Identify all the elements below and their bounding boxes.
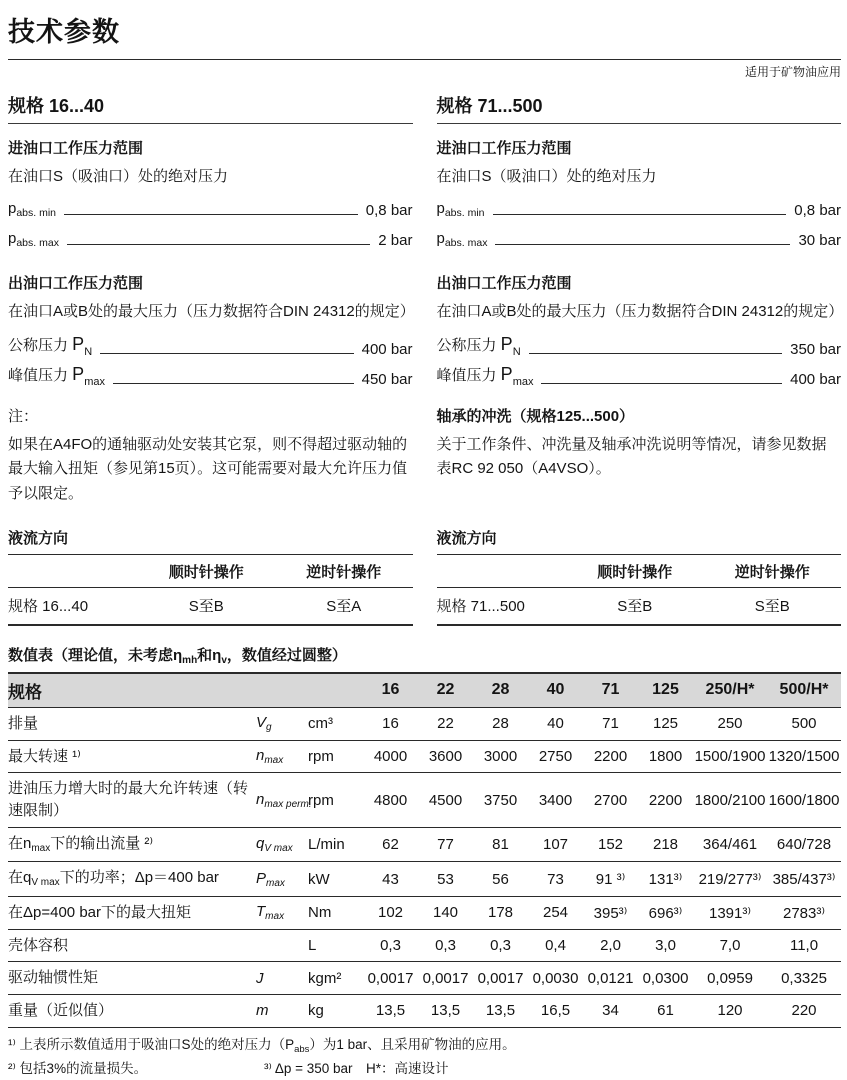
- row-symbol: J: [256, 962, 308, 995]
- pressure-symbol: [437, 230, 488, 249]
- row-symbol: $V_g$: [256, 707, 308, 740]
- cell-value: 2,0: [583, 929, 638, 962]
- cell-value: 0,0959: [693, 962, 767, 995]
- cell-value: 1800/2100: [693, 773, 767, 828]
- value-table-header-row: [8, 673, 841, 708]
- cell-value: 131³⁾: [638, 862, 693, 897]
- leader-line: [493, 214, 787, 215]
- header-label: 规格: [8, 673, 363, 708]
- cell-value: 152: [583, 827, 638, 862]
- flow-data-row: [437, 587, 842, 625]
- cell-value: 120: [693, 995, 767, 1028]
- cell-value: 1320/1500: [767, 740, 841, 773]
- flow-data-row: [8, 587, 413, 625]
- cell-value: 2200: [583, 740, 638, 773]
- cell-value: 2700: [583, 773, 638, 828]
- value-table-row: [8, 773, 841, 828]
- value-table-row: [8, 740, 841, 773]
- cell-value: 0,3: [473, 929, 528, 962]
- cell-value: 2783³⁾: [767, 896, 841, 929]
- row-label: 重量（近似值）: [8, 995, 256, 1028]
- spec-columns: [8, 80, 844, 507]
- cell-value: 3400: [528, 773, 583, 828]
- pressure-symbol: [437, 334, 521, 358]
- flow-header-cw: 顺时针操作: [566, 554, 704, 587]
- symbol-base: $P_{max}$: [72, 364, 105, 388]
- cell-value: 62: [363, 827, 418, 862]
- title-pre: 数值表（理论值，未考虑η: [8, 646, 183, 664]
- row-symbol: $n_{max perm.}$: [256, 773, 308, 828]
- flow-table: [8, 554, 413, 626]
- pressure-value: 0,8 bar: [365, 201, 413, 219]
- leader-line: [67, 244, 370, 245]
- cell-value: 4500: [418, 773, 473, 828]
- footnote-row: [8, 1059, 841, 1080]
- cell-value: 7,0: [693, 929, 767, 962]
- cell-value: 0,0030: [528, 962, 583, 995]
- value-table-row: [8, 929, 841, 962]
- row-label: 在$q_{V max}$下的功率；Δp＝400 bar: [8, 862, 256, 897]
- row-symbol: m: [256, 995, 308, 1028]
- note-text: 如果在A4FO的通轴驱动处安装其它泵，则不得超过驱动轴的最大输入扭矩（参见第15页）。这可能需要对最大允许压力值予以限定。: [8, 435, 408, 502]
- value-table-row: [8, 896, 841, 929]
- cell-value: 28: [473, 707, 528, 740]
- cell-value: 4000: [363, 740, 418, 773]
- title-sub-v: v: [221, 654, 227, 666]
- value-table: [8, 672, 841, 1028]
- title-mid: 和η: [197, 646, 222, 664]
- cell-value: 178: [473, 896, 528, 929]
- cell-value: 0,3: [418, 929, 473, 962]
- header-size: 500/H*: [767, 673, 841, 708]
- pressure-row-nominal: [8, 334, 413, 358]
- pressure-value: 2 bar: [378, 231, 413, 249]
- pressure-symbol: [437, 364, 534, 388]
- cell-value: 0,0017: [363, 962, 418, 995]
- cell-value: 16: [363, 707, 418, 740]
- row-symbol: [256, 929, 308, 962]
- title-post: ，数值经过圆整）: [226, 646, 347, 664]
- header-size: 125: [638, 673, 693, 708]
- cell-value: 1391³⁾: [693, 896, 767, 929]
- cell-value: 640/728: [767, 827, 841, 862]
- flow-header-blank: [8, 554, 137, 587]
- row-label: 在$n_{max}$下的输出流量 ²⁾: [8, 827, 256, 862]
- header-size: 22: [418, 673, 473, 708]
- pressure-symbol: [437, 200, 485, 219]
- cell-value: 1800: [638, 740, 693, 773]
- flow-direction-section: [8, 527, 841, 626]
- header-size: 250/H*: [693, 673, 767, 708]
- outlet-pressure-desc: 在油口A或B处的最大压力（压力数据符合DIN 24312的规定）: [8, 302, 415, 320]
- column-heading: 规格 16...40: [8, 80, 413, 124]
- footnote-1-pre: ¹⁾ 上表所示数值适用于吸油口S处的绝对压力（P: [8, 1036, 295, 1052]
- row-unit: cm³: [308, 707, 363, 740]
- inlet-pressure-heading: 进油口工作压力范围: [8, 140, 144, 157]
- cell-value: 34: [583, 995, 638, 1028]
- cell-value: 73: [528, 862, 583, 897]
- cell-value: 43: [363, 862, 418, 897]
- cell-value: 220: [767, 995, 841, 1028]
- cell-value: 250: [693, 707, 767, 740]
- flow-header-row: [437, 554, 842, 587]
- symbol-sub: abs. max: [444, 236, 488, 249]
- cell-value: 71: [583, 707, 638, 740]
- flow-cw-value: S至B: [137, 587, 275, 625]
- symbol-sub: abs. min: [16, 206, 57, 219]
- outlet-pressure-heading: 出油口工作压力范围: [436, 274, 572, 292]
- flow-header-blank: [437, 554, 566, 587]
- pressure-value: 400 bar: [361, 341, 413, 358]
- value-table-row: [8, 827, 841, 862]
- cell-value: 0,0017: [418, 962, 473, 995]
- row-symbol: $T_{max}$: [256, 896, 308, 929]
- symbol-label: 峰值压力: [8, 367, 73, 384]
- cell-value: 0,4: [528, 929, 583, 962]
- value-table-row: [8, 995, 841, 1028]
- cell-value: 500: [767, 707, 841, 740]
- symbol-label: 公称压力: [436, 337, 501, 354]
- cell-value: 0,3325: [767, 962, 841, 995]
- cell-value: 0,0121: [583, 962, 638, 995]
- pressure-row-abs-max: [8, 230, 413, 249]
- outlet-pressure-heading: 出油口工作压力范围: [8, 274, 144, 292]
- cell-value: 364/461: [693, 827, 767, 862]
- cell-value: 81: [473, 827, 528, 862]
- flow-row-label: 规格 71...500: [437, 587, 566, 625]
- cell-value: 696³⁾: [638, 896, 693, 929]
- footnotes: [8, 1035, 841, 1080]
- pressure-symbol: [8, 334, 92, 358]
- cell-value: 11,0: [767, 929, 841, 962]
- cell-value: 0,3: [363, 929, 418, 962]
- spec-column-71-500: [437, 80, 842, 507]
- footnote-2: ²⁾ 包括3%的流量损失。: [8, 1061, 148, 1077]
- cell-value: 16,5: [528, 995, 583, 1028]
- cell-value: 13,5: [418, 995, 473, 1028]
- flow-ccw-value: S至B: [703, 587, 841, 625]
- symbol-base: $P_{max}$: [500, 364, 534, 388]
- row-symbol: $n_{max}$: [256, 740, 308, 773]
- row-label: 排量: [8, 707, 256, 740]
- cell-value: 3600: [418, 740, 473, 773]
- symbol-base: $P_N$: [500, 334, 521, 358]
- cell-value: 91 ³⁾: [583, 862, 638, 897]
- flow-table-71-500: [437, 527, 842, 626]
- header-size: 71: [583, 673, 638, 708]
- pressure-value: 0,8 bar: [794, 201, 841, 219]
- pressure-symbol: [8, 200, 56, 219]
- row-symbol: $P_{max}$: [256, 862, 308, 897]
- inlet-pressure-heading: 进油口工作压力范围: [436, 140, 572, 157]
- flow-ccw-value: S至A: [275, 587, 413, 625]
- cell-value: 395³⁾: [583, 896, 638, 929]
- cell-value: 40: [528, 707, 583, 740]
- flow-heading: 液流方向: [436, 529, 497, 547]
- pressure-row-abs-max: [437, 230, 842, 249]
- row-unit: kgm²: [308, 962, 363, 995]
- value-table-body: [8, 707, 841, 1027]
- row-label: 进油压力增大时的最大允许转速（转速限制）: [8, 773, 256, 828]
- flow-header-cw: 顺时针操作: [137, 554, 275, 587]
- header-size: 40: [528, 673, 583, 708]
- column-heading: 规格 71...500: [437, 80, 842, 124]
- leader-line: [541, 383, 782, 384]
- symbol-base: p: [436, 229, 445, 247]
- footnote-3: ³⁾ Δp = 350 bar H*：高速设计: [264, 1061, 449, 1077]
- symbol-label: 公称压力: [8, 337, 73, 354]
- inlet-pressure-desc: 在油口S（吸油口）处的绝对压力: [8, 168, 229, 185]
- cell-value: 13,5: [473, 995, 528, 1028]
- leader-line: [100, 353, 353, 354]
- row-unit: kg: [308, 995, 363, 1028]
- footnote-1-sub: abs: [294, 1043, 310, 1055]
- flow-header-ccw: 逆时针操作: [703, 554, 841, 587]
- row-unit: Nm: [308, 896, 363, 929]
- value-table-title: [8, 644, 841, 666]
- leader-line: [529, 353, 782, 354]
- bearing-flush-text: 关于工作条件、冲洗量及轴承冲洗说明等情况，请参见数据表RC 92 050（A4VSO）。: [436, 435, 827, 478]
- flow-heading: 液流方向: [8, 529, 69, 547]
- pressure-value: 400 bar: [790, 371, 841, 388]
- row-label: 在Δp=400 bar下的最大扭矩: [8, 896, 256, 929]
- footnote-1: [8, 1035, 841, 1058]
- symbol-base: p: [8, 229, 17, 247]
- cell-value: 254: [528, 896, 583, 929]
- flow-table-16-40: [8, 527, 413, 626]
- title-sub-mh: mh: [182, 654, 198, 666]
- cell-value: 140: [418, 896, 473, 929]
- pressure-symbol: [8, 230, 59, 249]
- cell-value: 56: [473, 862, 528, 897]
- cell-value: 4800: [363, 773, 418, 828]
- cell-value: 3750: [473, 773, 528, 828]
- symbol-sub: abs. max: [16, 236, 59, 249]
- scope-note: 适用于矿物油应用: [744, 65, 841, 79]
- row-symbol: $q_{V max}$: [256, 827, 308, 862]
- pressure-symbol: [8, 364, 105, 388]
- cell-value: 2200: [638, 773, 693, 828]
- footnote-1-post: ）为1 bar、且采用矿物油的应用。: [309, 1036, 516, 1052]
- cell-value: 77: [418, 827, 473, 862]
- flow-row-label: 规格 16...40: [8, 587, 137, 625]
- row-label: 驱动轴惯性矩: [8, 962, 256, 995]
- cell-value: 218: [638, 827, 693, 862]
- row-unit: L/min: [308, 827, 363, 862]
- value-table-row: [8, 962, 841, 995]
- cell-value: 0,0017: [473, 962, 528, 995]
- leader-line: [113, 383, 354, 384]
- pressure-row-peak: [437, 364, 842, 388]
- cell-value: 53: [418, 862, 473, 897]
- value-table-row: [8, 707, 841, 740]
- pressure-row-abs-min: [8, 200, 413, 219]
- pressure-value: 30 bar: [798, 231, 841, 249]
- cell-value: 13,5: [363, 995, 418, 1028]
- leader-line: [64, 214, 358, 215]
- cell-value: 3000: [473, 740, 528, 773]
- header-size: 28: [473, 673, 528, 708]
- value-table-row: [8, 862, 841, 897]
- row-label: 最大转速 ¹⁾: [8, 740, 256, 773]
- cell-value: 3,0: [638, 929, 693, 962]
- cell-value: 125: [638, 707, 693, 740]
- flow-header-ccw: 逆时针操作: [275, 554, 413, 587]
- symbol-label: 峰值压力: [436, 367, 501, 384]
- cell-value: 0,0300: [638, 962, 693, 995]
- symbol-sub: abs. min: [444, 206, 485, 219]
- symbol-base: $P_N$: [72, 334, 93, 358]
- leader-line: [495, 244, 790, 245]
- note-heading: 注：: [8, 408, 39, 425]
- row-unit: L: [308, 929, 363, 962]
- spec-column-16-40: [8, 80, 413, 507]
- pressure-row-nominal: [437, 334, 842, 358]
- pressure-value: 450 bar: [361, 371, 413, 388]
- inlet-pressure-desc: 在油口S（吸油口）处的绝对压力: [436, 168, 657, 185]
- row-unit: kW: [308, 862, 363, 897]
- flow-cw-value: S至B: [566, 587, 704, 625]
- cell-value: 2750: [528, 740, 583, 773]
- pressure-row-peak: [8, 364, 413, 388]
- flow-table: [437, 554, 842, 626]
- cell-value: 61: [638, 995, 693, 1028]
- cell-value: 22: [418, 707, 473, 740]
- page-title: 技术参数: [8, 6, 841, 60]
- pressure-row-abs-min: [437, 200, 842, 219]
- row-unit: rpm: [308, 773, 363, 828]
- row-unit: rpm: [308, 740, 363, 773]
- cell-value: 107: [528, 827, 583, 862]
- bearing-flush-heading: 轴承的冲洗（规格125...500）: [436, 408, 635, 425]
- cell-value: 102: [363, 896, 418, 929]
- symbol-base: p: [436, 199, 445, 217]
- outlet-pressure-desc: 在油口A或B处的最大压力（压力数据符合DIN 24312的规定）: [436, 302, 844, 320]
- cell-value: 1500/1900: [693, 740, 767, 773]
- cell-value: 1600/1800: [767, 773, 841, 828]
- header-size: 16: [363, 673, 418, 708]
- symbol-base: p: [8, 199, 17, 217]
- cell-value: 219/277³⁾: [693, 862, 767, 897]
- row-label: 壳体容积: [8, 929, 256, 962]
- pressure-value: 350 bar: [790, 341, 841, 358]
- flow-header-row: [8, 554, 413, 587]
- cell-value: 385/437³⁾: [767, 862, 841, 897]
